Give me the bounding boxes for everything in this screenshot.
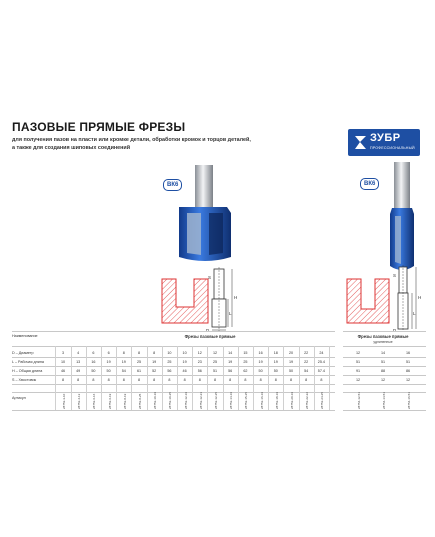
table-cell: 62	[243, 369, 248, 373]
table-cell: 8	[274, 378, 277, 382]
brand-tagline: ПРОФЕССИОНАЛЬНЫЙ	[370, 146, 415, 150]
table-cell: 10	[60, 360, 66, 364]
table-cell: 23	[197, 360, 202, 364]
table-cell: 57.4	[317, 369, 325, 373]
article-code: 28753-14-19	[229, 391, 234, 409]
article-code: 28753-16-19	[259, 391, 264, 409]
table-cell: 61	[136, 369, 142, 373]
table-cell: 49	[76, 369, 81, 373]
table-rule	[343, 375, 426, 376]
table-cell: 8	[305, 378, 308, 382]
dim-label-s: S	[208, 275, 212, 280]
table-cell: 19	[106, 360, 111, 364]
table-cell: 16	[258, 351, 263, 355]
table-rule	[343, 384, 426, 385]
table-cell: 8	[198, 378, 201, 382]
table-cell: 25	[167, 360, 172, 364]
table-rule	[101, 346, 102, 410]
table-cell: 46	[60, 369, 66, 373]
table-cell: 19	[152, 360, 157, 364]
table-cell: 50	[91, 369, 96, 373]
table-rule	[71, 346, 72, 410]
table-cell: 86	[405, 369, 411, 373]
table-rule	[207, 346, 208, 410]
table-rule	[55, 346, 56, 410]
table-rule	[299, 346, 300, 410]
dim-label-d: D	[393, 328, 397, 333]
table-cell: 14	[228, 351, 233, 355]
table-rule	[116, 346, 117, 410]
table-rule	[343, 331, 426, 332]
table-rule	[12, 346, 335, 347]
group-title: Фрезы пазовые прямые	[184, 334, 236, 339]
article-code: 28753-6-19	[107, 393, 112, 409]
dim-label-d: D	[206, 328, 210, 333]
article-code: 28753-18-19	[274, 391, 279, 409]
article-code: 28753-15-25	[244, 391, 249, 409]
table-cell: 16	[405, 351, 411, 355]
table-cell: 10	[182, 351, 187, 355]
table-cell: 8	[213, 378, 217, 382]
table-cell: 12	[197, 351, 202, 355]
group-title: Фрезы пазовые прямые	[357, 334, 409, 339]
article-code: 28753-12-25	[214, 391, 218, 409]
table-cell: 10	[167, 351, 172, 355]
table-cell: 25	[136, 360, 142, 364]
table-cell: 12	[355, 351, 361, 355]
table-cell: 22	[304, 360, 309, 364]
table-rule	[86, 346, 87, 410]
material-badge: ВК6	[360, 178, 379, 190]
table-rule	[12, 392, 335, 393]
dim-label-l: L	[229, 311, 232, 316]
article-code: 28753-12-23	[198, 391, 203, 409]
table-cell: 4	[77, 351, 80, 355]
row-label: H – Общая длина	[12, 369, 43, 373]
table-cell: 25.4	[317, 360, 325, 364]
table-cell: 51	[405, 360, 411, 364]
article-code: 28754-12-51	[357, 391, 361, 409]
row-label: D – Диаметр	[12, 351, 34, 355]
table-rule	[343, 346, 426, 347]
article-code: 28754-14-51	[382, 391, 386, 409]
table-cell: 18	[273, 351, 278, 355]
material-badge: ВК6	[163, 179, 182, 191]
article-code: 28753-8-25	[138, 393, 142, 409]
table-rule	[238, 346, 239, 410]
table-cell: 8	[137, 378, 141, 382]
table-cell: 15	[243, 351, 248, 355]
table-cell: 91	[355, 369, 361, 373]
table-cell: 8	[229, 378, 232, 382]
table-cell: 51	[212, 369, 218, 373]
table-rule	[12, 384, 335, 385]
table-cell: 8	[137, 351, 141, 355]
table-cell: 8	[259, 378, 262, 382]
article-code: 28753-8-19	[122, 393, 127, 409]
table-cell: 50	[273, 369, 278, 373]
subtitle-line-1: для получения пазов на пласти или кромке детали, обработки кромок и торцов деталей,	[12, 137, 251, 143]
table-cell: 56	[197, 369, 202, 373]
row-label: Артикул	[12, 396, 26, 400]
table-cell: 8	[244, 378, 247, 382]
name-header: Наименование	[12, 334, 38, 338]
table-cell: 8	[153, 378, 156, 382]
table-rule	[162, 346, 163, 410]
article-code: 28753-10-19	[153, 391, 158, 409]
table-cell: 52	[152, 369, 157, 373]
table-cell: 22	[304, 351, 309, 355]
brand-name: ЗУБР	[370, 132, 401, 144]
table-cell: 51	[380, 360, 386, 364]
table-cell: 12	[355, 378, 361, 382]
table-cell: 25	[212, 360, 218, 364]
table-cell: 25	[243, 360, 248, 364]
table-cell: 19	[182, 360, 187, 364]
table-rule	[343, 366, 426, 367]
table-cell: 8	[92, 378, 95, 382]
table-rule	[12, 375, 335, 376]
table-cell: 8	[61, 378, 65, 382]
table-cell: 88	[380, 369, 386, 373]
table-rule	[283, 346, 284, 410]
table-cell: 8	[320, 378, 323, 382]
row-label: S – Хвостовик	[12, 378, 37, 382]
article-code: 28753-20-19	[290, 391, 294, 409]
table-cell: 51	[355, 360, 361, 364]
dim-label-s: S	[393, 273, 397, 278]
table-cell: 50	[288, 369, 294, 373]
table-rule	[329, 346, 330, 410]
table-cell: 8	[122, 378, 125, 382]
article-code: 28753-6-16	[92, 393, 97, 409]
table-rule	[12, 366, 335, 367]
table-cell: 56	[228, 369, 233, 373]
table-cell: 12	[405, 378, 411, 382]
table-cell: 20	[288, 351, 294, 355]
article-code: 28754-16-51	[407, 391, 411, 409]
table-rule	[12, 410, 335, 411]
table-cell: 19	[258, 360, 263, 364]
table-cell: 24	[319, 351, 324, 355]
table-rule	[253, 346, 254, 410]
table-cell: 50	[106, 369, 111, 373]
table-cell: 6	[107, 351, 110, 355]
table-cell: 8	[153, 351, 156, 355]
table-cell: 46	[182, 369, 187, 373]
table-cell: 13	[76, 360, 81, 364]
table-cell: 54	[304, 369, 309, 373]
article-code: 28753-12-19	[183, 391, 188, 409]
subtitle-line-2: а также для создания шиповых соединений	[12, 144, 131, 151]
article-code: 28753-4-13	[77, 393, 82, 409]
table-rule	[343, 410, 426, 411]
table-cell: 19	[121, 360, 126, 364]
table-cell: 6	[92, 351, 95, 355]
table-cell: 19	[228, 360, 233, 364]
table-rule	[223, 346, 224, 410]
table-cell: 12	[380, 378, 386, 382]
table-cell: 19	[273, 360, 278, 364]
group-subtitle: удлиненные	[373, 340, 393, 344]
table-cell: 56	[167, 369, 172, 373]
dim-label-l: L	[413, 311, 416, 316]
table-rule	[192, 346, 193, 410]
table-rule	[314, 346, 315, 410]
table-rule	[12, 357, 335, 358]
dim-label-h: H	[418, 295, 422, 300]
table-cell: 50	[258, 369, 263, 373]
table-cell: 3	[61, 351, 65, 355]
table-rule	[268, 346, 269, 410]
table-cell: 8	[107, 378, 110, 382]
table-cell: 16	[91, 360, 96, 364]
table-cell: 8	[77, 378, 80, 382]
row-label: L – Рабочая длина	[12, 360, 44, 364]
table-rule	[147, 346, 148, 410]
table-cell: 19	[288, 360, 294, 364]
table-cell: 54	[121, 369, 126, 373]
table-cell: 8	[289, 378, 293, 382]
table-rule	[131, 346, 132, 410]
table-cell: 8	[122, 351, 125, 355]
table-cell: 12	[212, 351, 218, 355]
article-code: 28753-3-10	[62, 393, 66, 409]
table-cell: 8	[168, 378, 171, 382]
table-rule	[12, 331, 335, 332]
table-cell: 14	[380, 351, 386, 355]
table-cell: 8	[183, 378, 186, 382]
table-rule	[343, 357, 426, 358]
article-code: 28753-22-22	[305, 391, 310, 409]
article-code: 28753-24-25	[320, 391, 325, 409]
article-code: 28753-10-25	[168, 391, 173, 409]
dim-label-h: H	[234, 295, 238, 300]
page-title: ПАЗОВЫЕ ПРЯМЫЕ ФРЕЗЫ	[12, 120, 186, 134]
table-rule	[177, 346, 178, 410]
